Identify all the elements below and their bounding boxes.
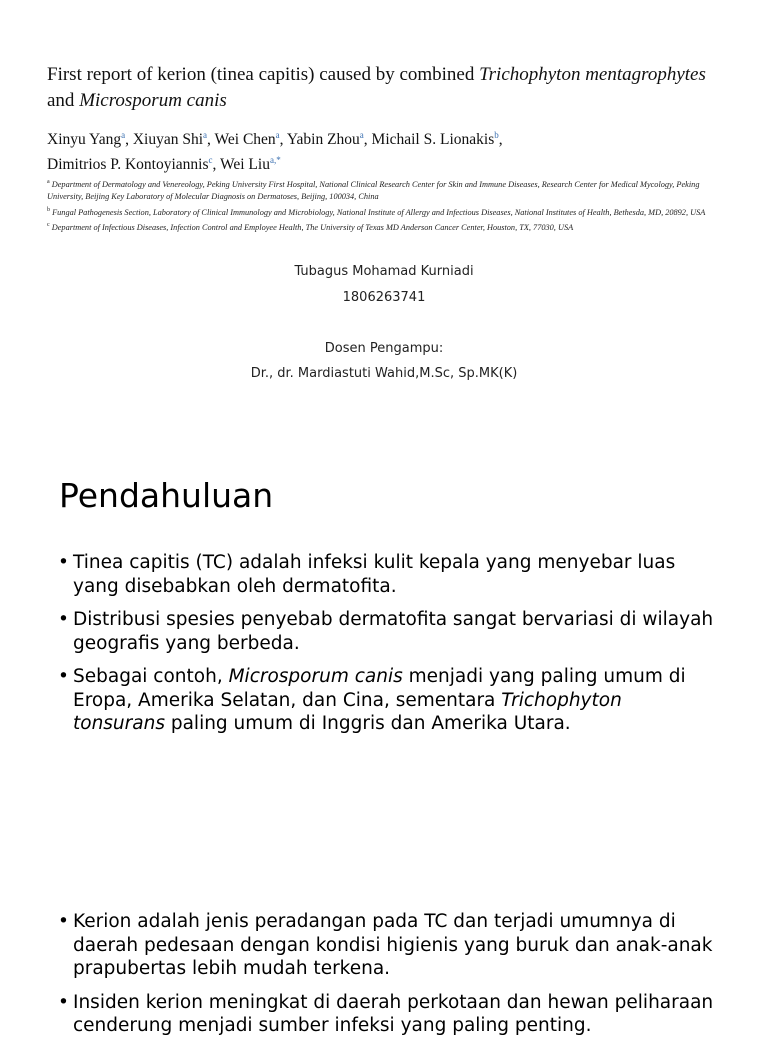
author-affiliation-mark: a — [203, 130, 208, 140]
author-name: Dimitrios P. Kontoyiannis$^c$ — [47, 155, 213, 174]
author-affiliation-mark: a — [359, 130, 364, 140]
affiliation: $^c$ Department of Infectious Diseases, Infection Control and Employee Health, The University of Texas MD Anderson Cancer Center, Houston, TX, 77030, USA — [47, 222, 574, 233]
affiliation: $^a$ Department of Dermatology and Venereology, Peking University First Hospital, National Clinical Research Center for Skin and Immune Diseases, Research Center for Medical Mycology, Peking University, Beijing Key Laboratory of Molecular Diagnosis on Dermatoses, Beijing, 100034, China — [47, 179, 700, 202]
slide-heading: Pendahuluan — [59, 476, 274, 515]
author-name: Yabin Zhou$^a$ — [286, 130, 364, 149]
bullet-item: • Sebagai contoh, Microsporum canis menjadi yang paling umum di Eropa, Amerika Selatan, dan Cina, sementara Trichophyton tonsurans paling umum di Inggris dan Amerika Utara. — [58, 665, 718, 736]
affiliation: $^b$ Fungal Pathogenesis Section, Laboratory of Clinical Immunology and Microbiology, National Institute of Allergy and Infectious Diseases, National Institutes of Health, Bethesda, MD, 20892, USA — [47, 206, 706, 217]
author-name: Wei Liu$^{a,*}$ — [219, 155, 281, 174]
author-affiliation-mark: a — [275, 130, 280, 140]
bullet-item: • Insiden kerion meningkat di daerah perkotaan dan hewan peliharaan cenderung menjadi sumber infeksi yang paling penting. — [58, 991, 718, 1038]
author-name: Xiuyan Shi$^a$ — [132, 130, 208, 149]
author-affiliation-mark: b — [494, 130, 499, 140]
introduction-slide — [0, 440, 768, 1036]
author-name: Wei Chen$^a$ — [214, 130, 280, 149]
author-affiliation-mark: a — [121, 130, 126, 140]
student-name: Tubagus Mohamad Kurniadi — [294, 264, 474, 279]
bullet-item: • Distribusi spesies penyebab dermatofita sangat bervariasi di wilayah geografis yang berbeda. — [58, 608, 718, 655]
author-name: Michail S. Lionakis$^b$ — [371, 130, 499, 149]
student-id: 1806263741 — [342, 290, 426, 305]
bullet-item: • Kerion adalah jenis peradangan pada TC dan terjadi umumnya di daerah pedesaan dengan kondisi higienis yang buruk dan anak-anak prapubertas lebih mudah terkena. — [58, 910, 718, 981]
author-affiliation-mark: a,* — [269, 155, 281, 166]
bullet-list-intro — [58, 551, 718, 746]
bullet-item: • Tinea capitis (TC) adalah infeksi kulit kepala yang menyebar luas yang disebabkan oleh dermatofita. — [58, 551, 718, 598]
lecturer-name: Dr., dr. Mardiastuti Wahid,M.Sc, Sp.MK(K) — [250, 366, 518, 381]
author-affiliation-mark: c — [208, 155, 213, 166]
paper-title: First report of kerion (tinea capitis) caused by combined Trichophyton mentagrophytes and Microsporum canis — [47, 64, 706, 111]
author-list: Xinyu Yang$^a$, Xiuyan Shi$^a$, Wei Chen$^a$, Yabin Zhou$^a$, Michail S. Lionakis$^b$, Dimitrios P. Kontoyiannis$^c$, Wei Liu$^{a,*}$ — [47, 130, 503, 174]
lecturer-label: Dosen Pengampu: — [324, 341, 444, 356]
affiliation-list — [47, 176, 737, 235]
author-name: Xinyu Yang$^a$ — [47, 130, 126, 149]
bullet-list-kerion — [58, 910, 718, 1048]
cover-slide — [0, 0, 768, 420]
